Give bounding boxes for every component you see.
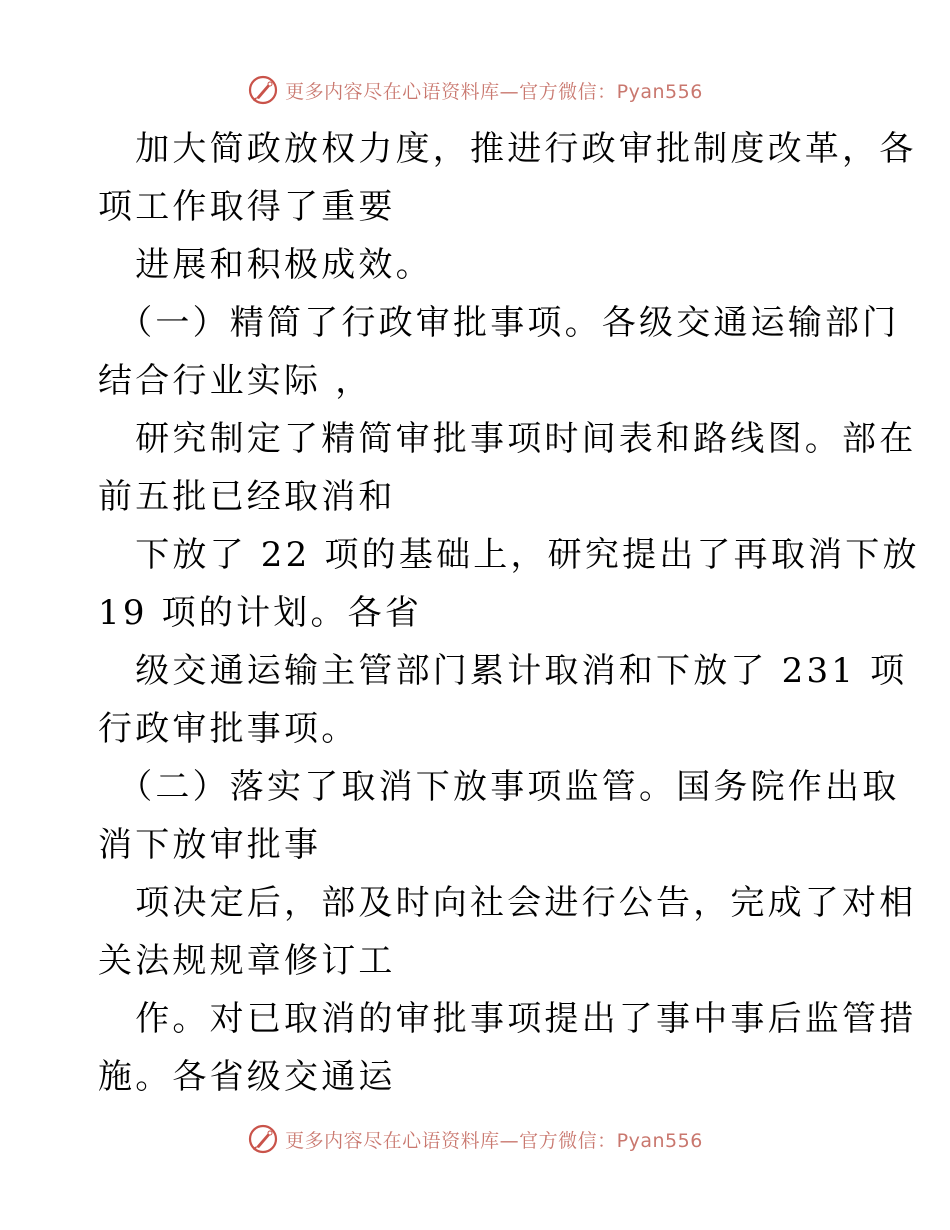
text-line: 关法规规章修订工 (98, 941, 396, 981)
document-body (0, 120, 950, 1106)
text-line: （一）精简了行政审批事项。各级交通运输部门 (98, 303, 900, 343)
text-line: 加大简政放权力度，推进行政审批制度改革，各 (98, 129, 917, 169)
feather-pen-logo-icon (247, 1123, 279, 1155)
banner-text: 更多内容尽在心语资料库—官方微信：Pyan556 (285, 1129, 703, 1152)
text-line: 19 项的计划。各省 (98, 593, 423, 633)
text-line: 研究制定了精简审批事项时间表和路线图。部在 (98, 419, 917, 459)
banner-text: 更多内容尽在心语资料库—官方微信：Pyan556 (285, 80, 703, 103)
text-line: （二）落实了取消下放事项监管。国务院作出取 (98, 767, 900, 807)
text-line: 行政审批事项。 (98, 709, 359, 749)
text-line: 进展和积极成效。 (98, 245, 433, 285)
text-line: 下放了 22 项的基础上，研究提出了再取消下放 (98, 535, 920, 575)
feather-pen-logo-icon (247, 74, 279, 106)
text-line: 项决定后，部及时向社会进行公告，完成了对相 (98, 883, 917, 923)
text-line: 项工作取得了重要 (98, 187, 396, 227)
header-banner (0, 70, 950, 110)
text-line: 施。各省级交通运 (98, 1057, 396, 1097)
text-line: 结合行业实际 ， (98, 361, 373, 401)
text-line: 消下放审批事 (98, 825, 322, 865)
text-line: 级交通运输主管部门累计取消和下放了 231 项 (98, 651, 908, 691)
text-line: 作。对已取消的审批事项提出了事中事后监管措 (98, 999, 917, 1039)
text-line: 前五批已经取消和 (98, 477, 396, 517)
footer-banner (0, 1119, 950, 1159)
